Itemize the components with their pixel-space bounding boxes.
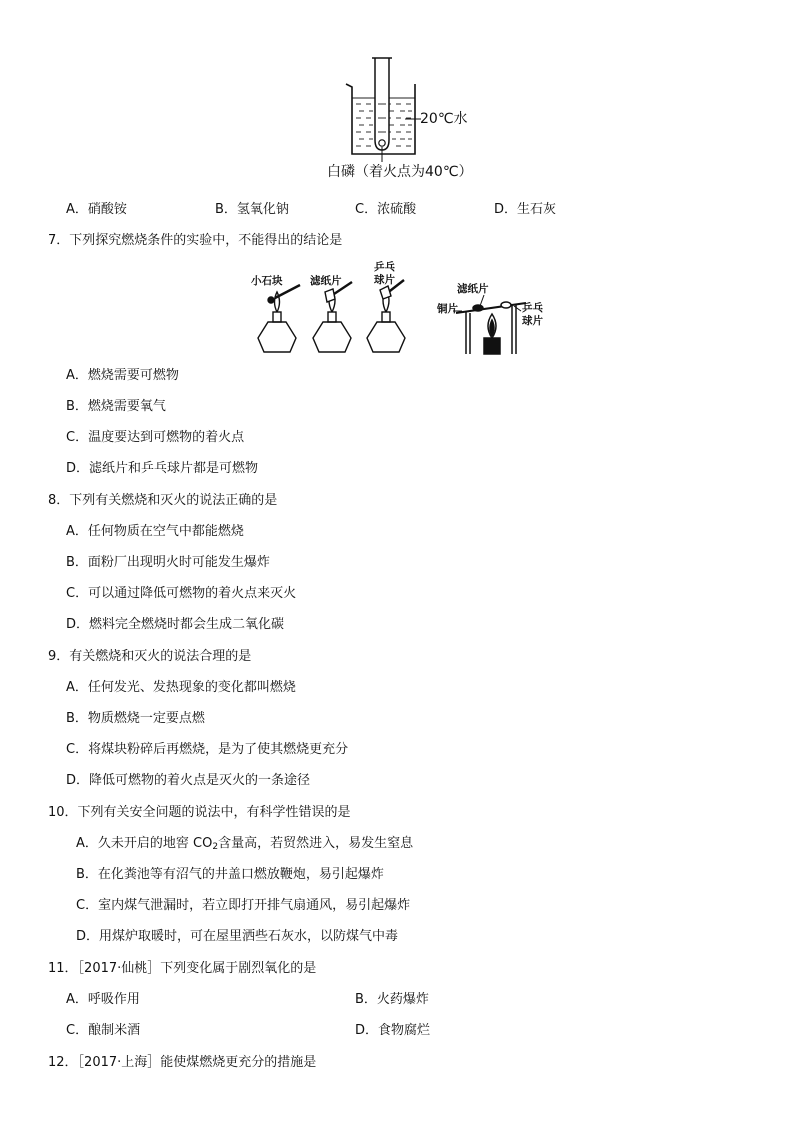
q9-option-d: D．降低可燃物的着火点是灭火的一条途径	[66, 773, 311, 788]
q11-option-a: A．呼吸作用	[66, 992, 140, 1007]
q6-option-c: C．浓硫酸	[355, 202, 417, 217]
label-filter-paper-2: 滤纸片	[457, 283, 489, 295]
label-pingpong-1-line2: 球片	[374, 274, 395, 286]
label-copper-sheet: 铜片	[437, 303, 458, 315]
q8-stem: 8．下列有关燃烧和灭火的说法正确的是	[48, 493, 278, 508]
label-pingpong-1-line1: 乒乓	[374, 261, 395, 273]
q11-stem: 11．［2017·仙桃］下列变化属于剧烈氧化的是	[48, 961, 317, 976]
q9-option-a: A．任何发光、发热现象的变化都叫燃烧	[66, 680, 296, 695]
q7-stem: 7．下列探究燃烧条件的实验中，不能得出的结论是	[48, 233, 343, 248]
q12-stem: 12．［2017·上海］能使煤燃烧更充分的措施是	[48, 1055, 317, 1070]
figure-caption: 白磷（着火点为40℃）	[327, 164, 473, 180]
label-pingpong-2-line1: 乒乓	[522, 302, 543, 314]
co2-subscript: 2	[212, 842, 219, 852]
q10-option-c: C．室内煤气泄漏时，若立即打开排气扇通风，易引起爆炸	[76, 898, 411, 913]
water-label: 20℃水	[420, 111, 468, 127]
q6-option-a: A．硝酸铵	[66, 202, 127, 217]
q10-stem: 10．下列有关安全问题的说法中，有科学性错误的是	[48, 805, 351, 820]
q10-option-b: B．在化粪池等有沼气的井盖口燃放鞭炮，易引起爆炸	[76, 867, 384, 882]
q9-option-b: B．物质燃烧一定要点燃	[66, 711, 205, 726]
q7-option-b: B．燃烧需要氧气	[66, 399, 166, 414]
q10-option-a	[76, 836, 413, 855]
q9-stem: 9．有关燃烧和灭火的说法合理的是	[48, 649, 252, 664]
label-pingpong-2-line2: 球片	[522, 315, 543, 327]
q10-option-a-pre: A．久未开启的地窖 CO	[76, 836, 213, 851]
q11-option-c: C．酿制米酒	[66, 1023, 141, 1038]
q7-option-a: A．燃烧需要可燃物	[66, 368, 179, 383]
q9-option-c: C．将煤块粉碎后再燃烧，是为了使其燃烧更充分	[66, 742, 349, 757]
q6-option-b: B．氢氧化钠	[215, 202, 289, 217]
q6-option-d: D．生石灰	[494, 202, 557, 217]
q10-option-d: D．用煤炉取暖时，可在屋里洒些石灰水，以防煤气中毒	[76, 929, 399, 944]
label-filter-paper-1: 滤纸片	[310, 275, 342, 287]
q7-option-c: C．温度要达到可燃物的着火点	[66, 430, 245, 445]
q11-option-d: D．食物腐烂	[355, 1023, 431, 1038]
q8-option-b: B．面粉厂出现明火时可能发生爆炸	[66, 555, 270, 570]
q11-option-b: B．火药爆炸	[355, 992, 429, 1007]
label-stone: 小石块	[251, 275, 283, 287]
q8-option-a: A．任何物质在空气中都能燃烧	[66, 524, 244, 539]
q8-option-d: D．燃料完全燃烧时都会生成二氧化碳	[66, 617, 285, 632]
q7-option-d: D．滤纸片和乒乓球片都是可燃物	[66, 461, 259, 476]
q8-option-c: C．可以通过降低可燃物的着火点来灭火	[66, 586, 297, 601]
q10-option-a-post: 含量高，若贸然进入，易发生窒息	[218, 836, 414, 851]
